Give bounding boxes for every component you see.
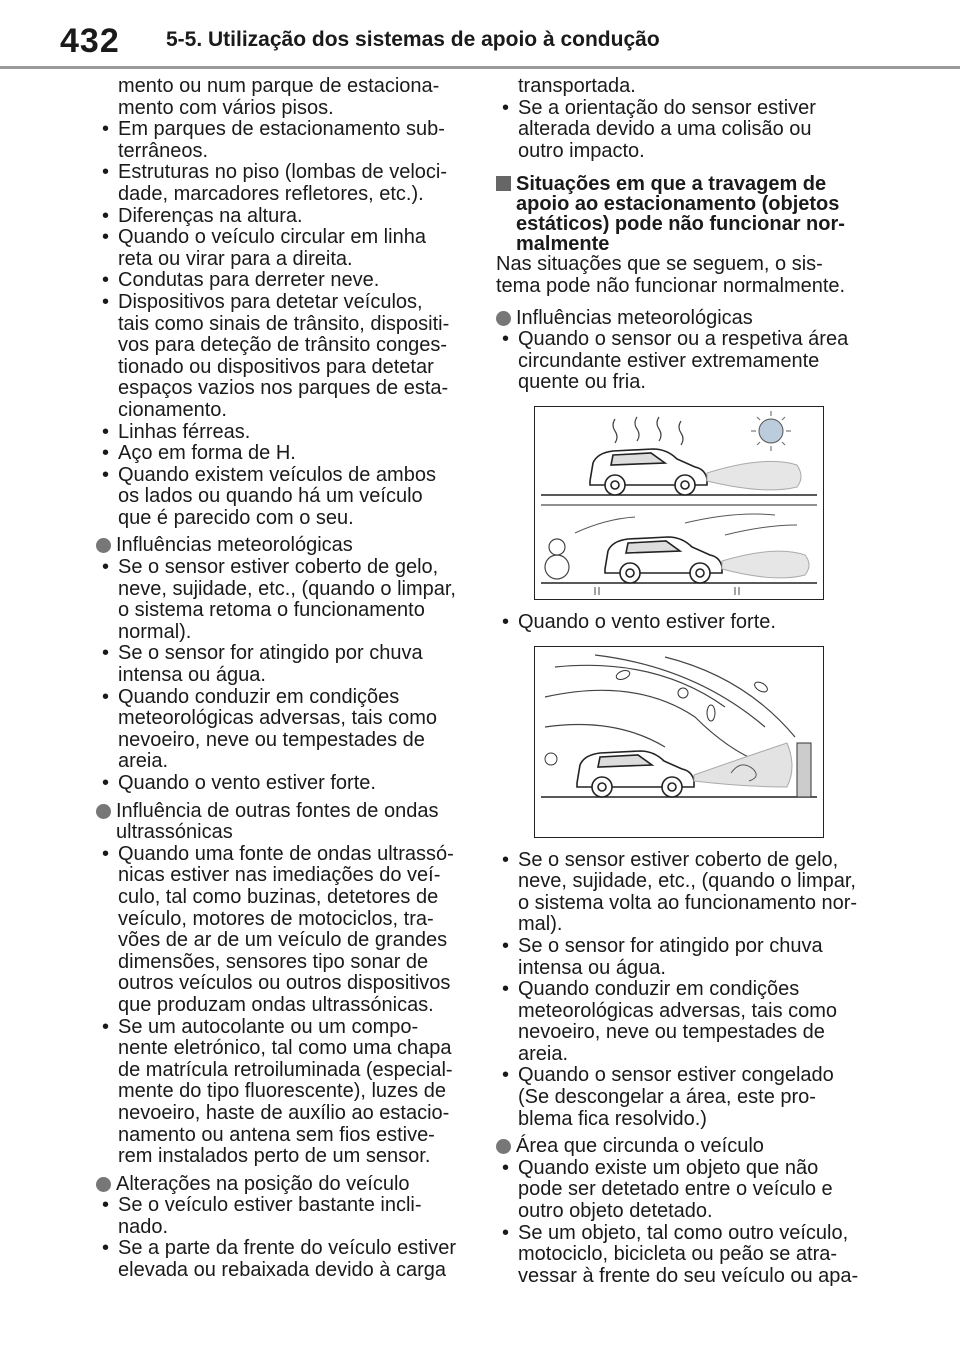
bullet-item: • Se o sensor estiver coberto de gelo, bbox=[96, 557, 468, 579]
text-line: nicas estiver nas imediações do veí- bbox=[118, 864, 441, 887]
text-line: tais como sinais de trânsito, dispositi- bbox=[118, 312, 450, 335]
text-line: normal). bbox=[118, 620, 192, 643]
bullet-item: • Se o sensor for atingido por chuva bbox=[96, 643, 468, 665]
section-heading: Situações em que a travagem de apoio ao estacionamento (objetos estáticos) pode não funcionar nor- malmente bbox=[496, 174, 868, 254]
bullet-item: • Quando o vento estiver forte. bbox=[496, 612, 868, 634]
square-bullet-icon bbox=[496, 176, 511, 191]
car-wind-illustration bbox=[534, 646, 824, 838]
text-line: tema pode não funcionar normalmente. bbox=[496, 274, 846, 297]
text-line: outros veículos ou outros dispositivos bbox=[118, 972, 451, 995]
bullet-item: • Quando existem veículos de ambos bbox=[96, 465, 468, 487]
text-line: outro objeto detetado. bbox=[518, 1200, 713, 1223]
text-line: areia. bbox=[518, 1042, 569, 1065]
text-line: nevoeiro, neve ou tempestades de bbox=[518, 1021, 825, 1044]
text-line: quente ou fria. bbox=[518, 371, 646, 394]
bullet-item: • Quando o sensor estiver congelado bbox=[496, 1065, 868, 1087]
bullet-item: • Quando o veículo circular em linha bbox=[96, 227, 468, 249]
bullet-item: • Dispositivos para detetar veículos, bbox=[96, 292, 468, 314]
text-line: nevoeiro, neve ou tempestades de bbox=[118, 728, 425, 751]
left-column bbox=[96, 76, 468, 1282]
bullet-item: • Quando conduzir em condições bbox=[496, 979, 868, 1001]
circle-bullet-icon bbox=[96, 538, 111, 553]
bullet-item: • Linhas férreas. bbox=[96, 422, 468, 444]
text-line: mal). bbox=[518, 913, 563, 936]
subheading-position: Alterações na posição do veículo bbox=[96, 1174, 468, 1196]
text-line: motociclo, bicicleta ou peão se atra- bbox=[518, 1243, 838, 1266]
text-line: nevoeiro, haste de auxílio ao estacio- bbox=[118, 1101, 450, 1124]
text-line: vessar à frente do seu veículo ou apa- bbox=[518, 1264, 859, 1287]
bullet-item: • Se a parte da frente do veículo estiver bbox=[96, 1238, 468, 1260]
text-line: blema fica resolvido.) bbox=[518, 1107, 707, 1130]
text-line: nado. bbox=[118, 1215, 169, 1238]
page-number: 432 bbox=[60, 22, 120, 60]
circle-bullet-icon bbox=[96, 804, 111, 819]
bullet-item: • Quando o vento estiver forte. bbox=[96, 773, 468, 795]
text-line: namento ou antena sem fios estive- bbox=[118, 1123, 435, 1146]
bullet-item: • Em parques de estacionamento sub- bbox=[96, 119, 468, 141]
text-line: veículo, motores de motociclos, tra- bbox=[118, 907, 434, 930]
text-line: dade, marcadores refletores, etc.). bbox=[118, 182, 424, 205]
text-line: mento com vários pisos. bbox=[118, 96, 334, 119]
bullet-item: • Se o veículo estiver bastante incli- bbox=[96, 1195, 468, 1217]
header-divider bbox=[0, 66, 960, 69]
text-line: alterada devido a uma colisão ou bbox=[518, 118, 812, 141]
car-heat-cold-illustration bbox=[534, 406, 824, 600]
text-line: intensa ou água. bbox=[118, 664, 266, 687]
text-line: transportada. bbox=[518, 75, 636, 97]
bullet-item: • Se o sensor for atingido por chuva bbox=[496, 936, 868, 958]
bullet-item: • Quando existe um objeto que não bbox=[496, 1158, 868, 1180]
text-line: intensa ou água. bbox=[518, 956, 666, 979]
text-line: vos para deteção de trânsito conges- bbox=[118, 334, 448, 357]
text-line: neve, sujidade, etc., (quando o limpar, bbox=[518, 870, 856, 893]
text-line: o sistema volta ao funcionamento nor- bbox=[518, 891, 858, 914]
bullet-item: • Quando conduzir em condições bbox=[96, 687, 468, 709]
text-line: rem instalados perto de um sensor. bbox=[118, 1145, 431, 1168]
text-line: que produzam ondas ultrassónicas. bbox=[118, 993, 434, 1016]
text-line: Nas situações que se seguem, o sis- bbox=[496, 253, 823, 276]
text-line: o sistema retoma o funcionamento bbox=[118, 599, 425, 622]
bullet-item: • Se um objeto, tal como outro veículo, bbox=[496, 1223, 868, 1245]
subheading-surroundings: Área que circunda o veículo bbox=[496, 1136, 868, 1158]
subheading-ultrasonic: Influência de outras fontes de ondas bbox=[96, 801, 468, 823]
bullet-item: • Aço em forma de H. bbox=[96, 443, 468, 465]
bullet-item: • Se o sensor estiver coberto de gelo, bbox=[496, 850, 868, 872]
text-line: neve, sujidade, etc., (quando o limpar, bbox=[118, 577, 456, 600]
text-line: tionado ou dispositivos para detetar bbox=[118, 355, 434, 378]
text-line: de matrícula retroiluminada (especial- bbox=[118, 1058, 453, 1081]
text-line: mento ou num parque de estaciona- bbox=[118, 75, 440, 97]
text-line: mente do tipo fluorescente), luzes de bbox=[118, 1080, 446, 1103]
text-line: (Se descongelar a área, este pro- bbox=[518, 1086, 816, 1109]
bullet-item: • Se um autocolante ou um compo- bbox=[96, 1017, 468, 1039]
bullet-item: • Estruturas no piso (lombas de veloci- bbox=[96, 162, 468, 184]
text-line: vões de ar de um veículo de grandes bbox=[118, 929, 448, 952]
text-line: outro impacto. bbox=[518, 139, 645, 162]
text-line: ultrassónicas bbox=[116, 821, 233, 844]
text-line: nente eletrónico, tal como uma chapa bbox=[118, 1037, 452, 1060]
text-line: pode ser detetado entre o veículo e bbox=[518, 1178, 833, 1201]
text-line: cionamento. bbox=[118, 398, 227, 421]
text-line: meteorológicas adversas, tais como bbox=[118, 707, 438, 730]
right-column bbox=[496, 76, 868, 1287]
circle-bullet-icon bbox=[496, 1139, 511, 1154]
text-line: culo, tal como buzinas, detetores de bbox=[118, 885, 439, 908]
text-line: reta ou virar para a direita. bbox=[118, 247, 353, 270]
text-line: elevada ou rebaixada devido à carga bbox=[118, 1259, 447, 1282]
text-line: meteorológicas adversas, tais como bbox=[518, 999, 838, 1022]
bullet-item: • Quando uma fonte de ondas ultrassó- bbox=[96, 844, 468, 866]
circle-bullet-icon bbox=[496, 311, 511, 326]
text-line: espaços vazios nos parques de esta- bbox=[118, 377, 449, 400]
text-line: circundante estiver extremamente bbox=[518, 349, 820, 372]
text-line: areia. bbox=[118, 750, 169, 773]
bullet-item: • Diferenças na altura. bbox=[96, 206, 468, 228]
text-line: os lados ou quando há um veículo bbox=[118, 485, 423, 508]
circle-bullet-icon bbox=[96, 1177, 111, 1192]
bullet-item: • Condutas para derreter neve. bbox=[96, 270, 468, 292]
subheading-weather: Influências meteorológicas bbox=[496, 308, 868, 330]
subheading-weather: Influências meteorológicas bbox=[96, 535, 468, 557]
bullet-item: • Se a orientação do sensor estiver bbox=[496, 98, 868, 120]
text-line: dimensões, sensores tipo sonar de bbox=[118, 950, 429, 973]
section-title: 5-5. Utilização dos sistemas de apoio à condução bbox=[166, 28, 660, 51]
bullet-item: • Quando o sensor ou a respetiva área bbox=[496, 329, 868, 351]
text-line: terrâneos. bbox=[118, 139, 209, 162]
page-header bbox=[0, 0, 960, 72]
text-line: que é parecido com o seu. bbox=[118, 506, 354, 529]
